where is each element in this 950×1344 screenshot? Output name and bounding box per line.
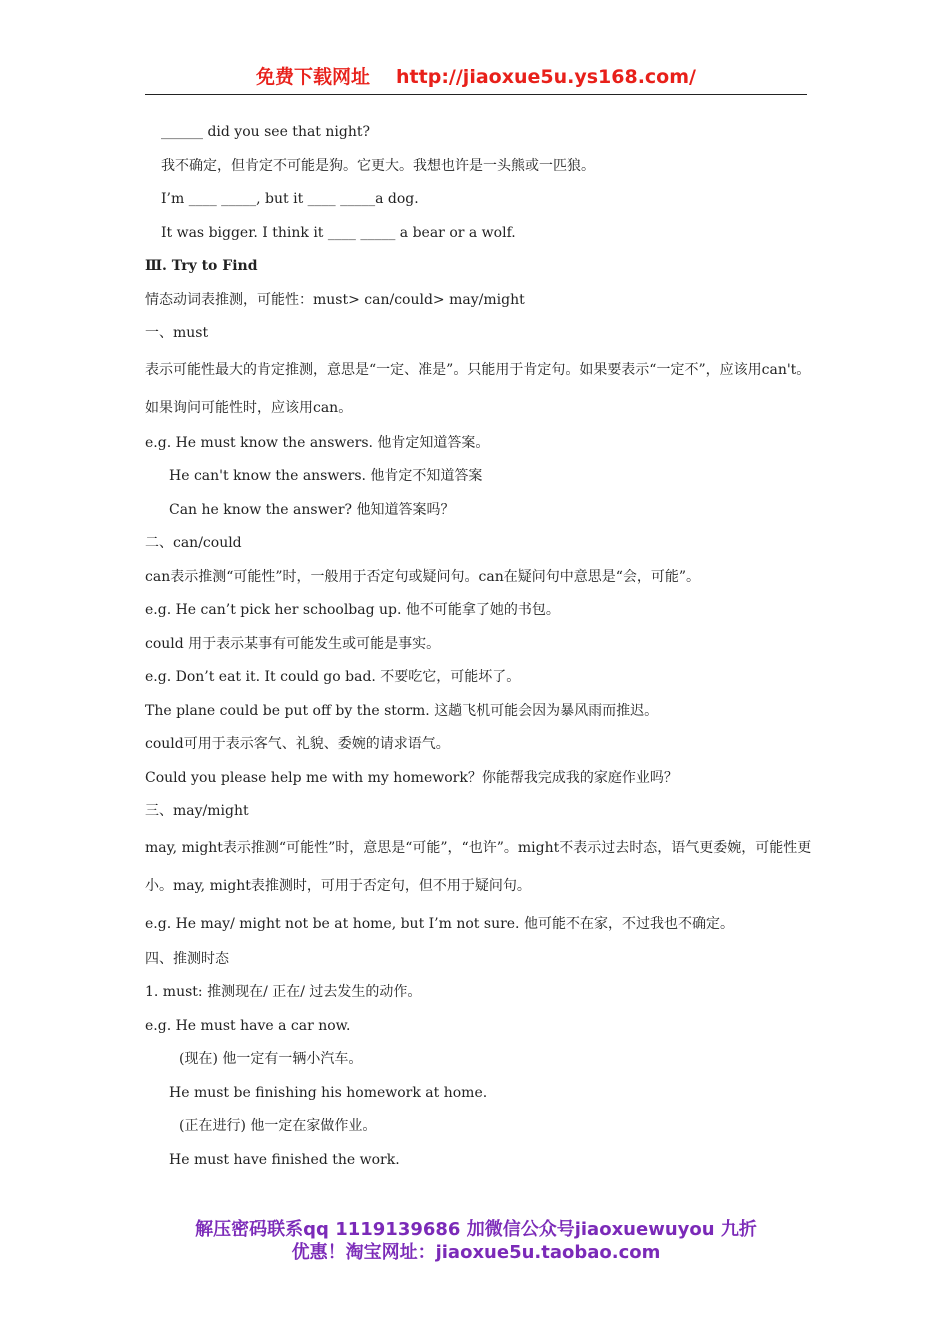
page-footer (145, 1218, 807, 1264)
page-header (145, 62, 807, 95)
can-explanation: can表示推测“可能性”时，一般用于否定句或疑问句。can在疑问句中意思是“会，可能”。 (145, 568, 701, 585)
example-can-1: e.g. He can’t pick her schoolbag up. 他不可能拿了她的书包。 (145, 602, 560, 618)
subheading-tense: 四、推测时态 (145, 950, 229, 967)
header-label: 免费下载网址 (256, 66, 371, 88)
example-must-3: Can he know the answer? 他知道答案吗？ (169, 501, 455, 518)
chinese-translation-line: 我不确定，但肯定不可能是狗。它更大。我想也许是一头熊或一匹狼。 (161, 157, 595, 174)
may-might-explanation: may, might表示推测“可能性”时，意思是“可能”，“也许”。might不表示过去时态，语气更委婉，可能性更小。may, might表推测时，可用于否定句，但不用于疑问句。 (145, 839, 812, 894)
section-heading-try-to-find: Ⅲ. Try to Find (145, 258, 258, 274)
example-tense-2-translation: (正在进行) 他一定在家做作业。 (179, 1118, 377, 1134)
example-tense-2: He must be finishing his homework at home. (169, 1084, 488, 1101)
could-explanation: could 用于表示某事有可能发生或可能是事实。 (145, 635, 441, 652)
subheading-may-might: 三、may/might (145, 803, 249, 819)
must-explanation: 表示可能性最大的肯定推测，意思是“一定、准是”。只能用于肯定句。如果要表示“一定不”，应该用can't。如果询问可能性时，应该用can。 (145, 361, 811, 416)
fill-blank-line-2: It was bigger. I think it ____ _____ a bear or a wolf. (161, 224, 516, 241)
fill-blank-line-1: I’m ____ _____, but it ____ _____a dog. (161, 191, 419, 207)
example-must-2: He can't know the answers. 他肯定不知道答案 (169, 468, 483, 484)
must-tense-explanation: 1. must: 推测现在/ 正在/ 过去发生的动作。 (145, 984, 422, 1000)
example-could-1: e.g. Don’t eat it. It could go bad. 不要吃它，可能坏了。 (145, 669, 521, 685)
example-may-might: e.g. He may/ might not be at home, but I’m not sure. 他可能不在家，不过我也不确定。 (145, 915, 734, 932)
subheading-must: 一、must (145, 325, 209, 341)
example-tense-3: He must have finished the work. (169, 1151, 400, 1168)
footer-line-1: 解压密码联系qq 1119139686 加微信公众号jiaoxuewuyou 九折 (195, 1219, 757, 1240)
modal-verbs-intro: 情态动词表推测，可能性：must> can/could> may/might (145, 291, 525, 308)
example-could-2: The plane could be put off by the storm. 这趟飞机可能会因为暴风雨而推迟。 (145, 702, 659, 719)
blank-question-line: ______ did you see that night? (161, 124, 370, 140)
example-could-3: Could you please help me with my homework？你能帮我完成我的家庭作业吗？ (145, 769, 678, 786)
example-tense-1: e.g. He must have a car now. (145, 1017, 351, 1034)
could-polite-explanation: could可用于表示客气、礼貌、委婉的请求语气。 (145, 736, 450, 752)
example-must-1: e.g. He must know the answers. 他肯定知道答案。 (145, 434, 490, 451)
footer-line-2: 优惠！淘宝网址：jiaoxue5u.taobao.com (291, 1242, 661, 1263)
header-url-link[interactable]: http://jiaoxue5u.ys168.com/ (396, 66, 696, 88)
example-tense-1-translation: (现在) 他一定有一辆小汽车。 (179, 1051, 363, 1067)
document-body (145, 116, 815, 1177)
subheading-can-could: 二、can/could (145, 535, 242, 551)
